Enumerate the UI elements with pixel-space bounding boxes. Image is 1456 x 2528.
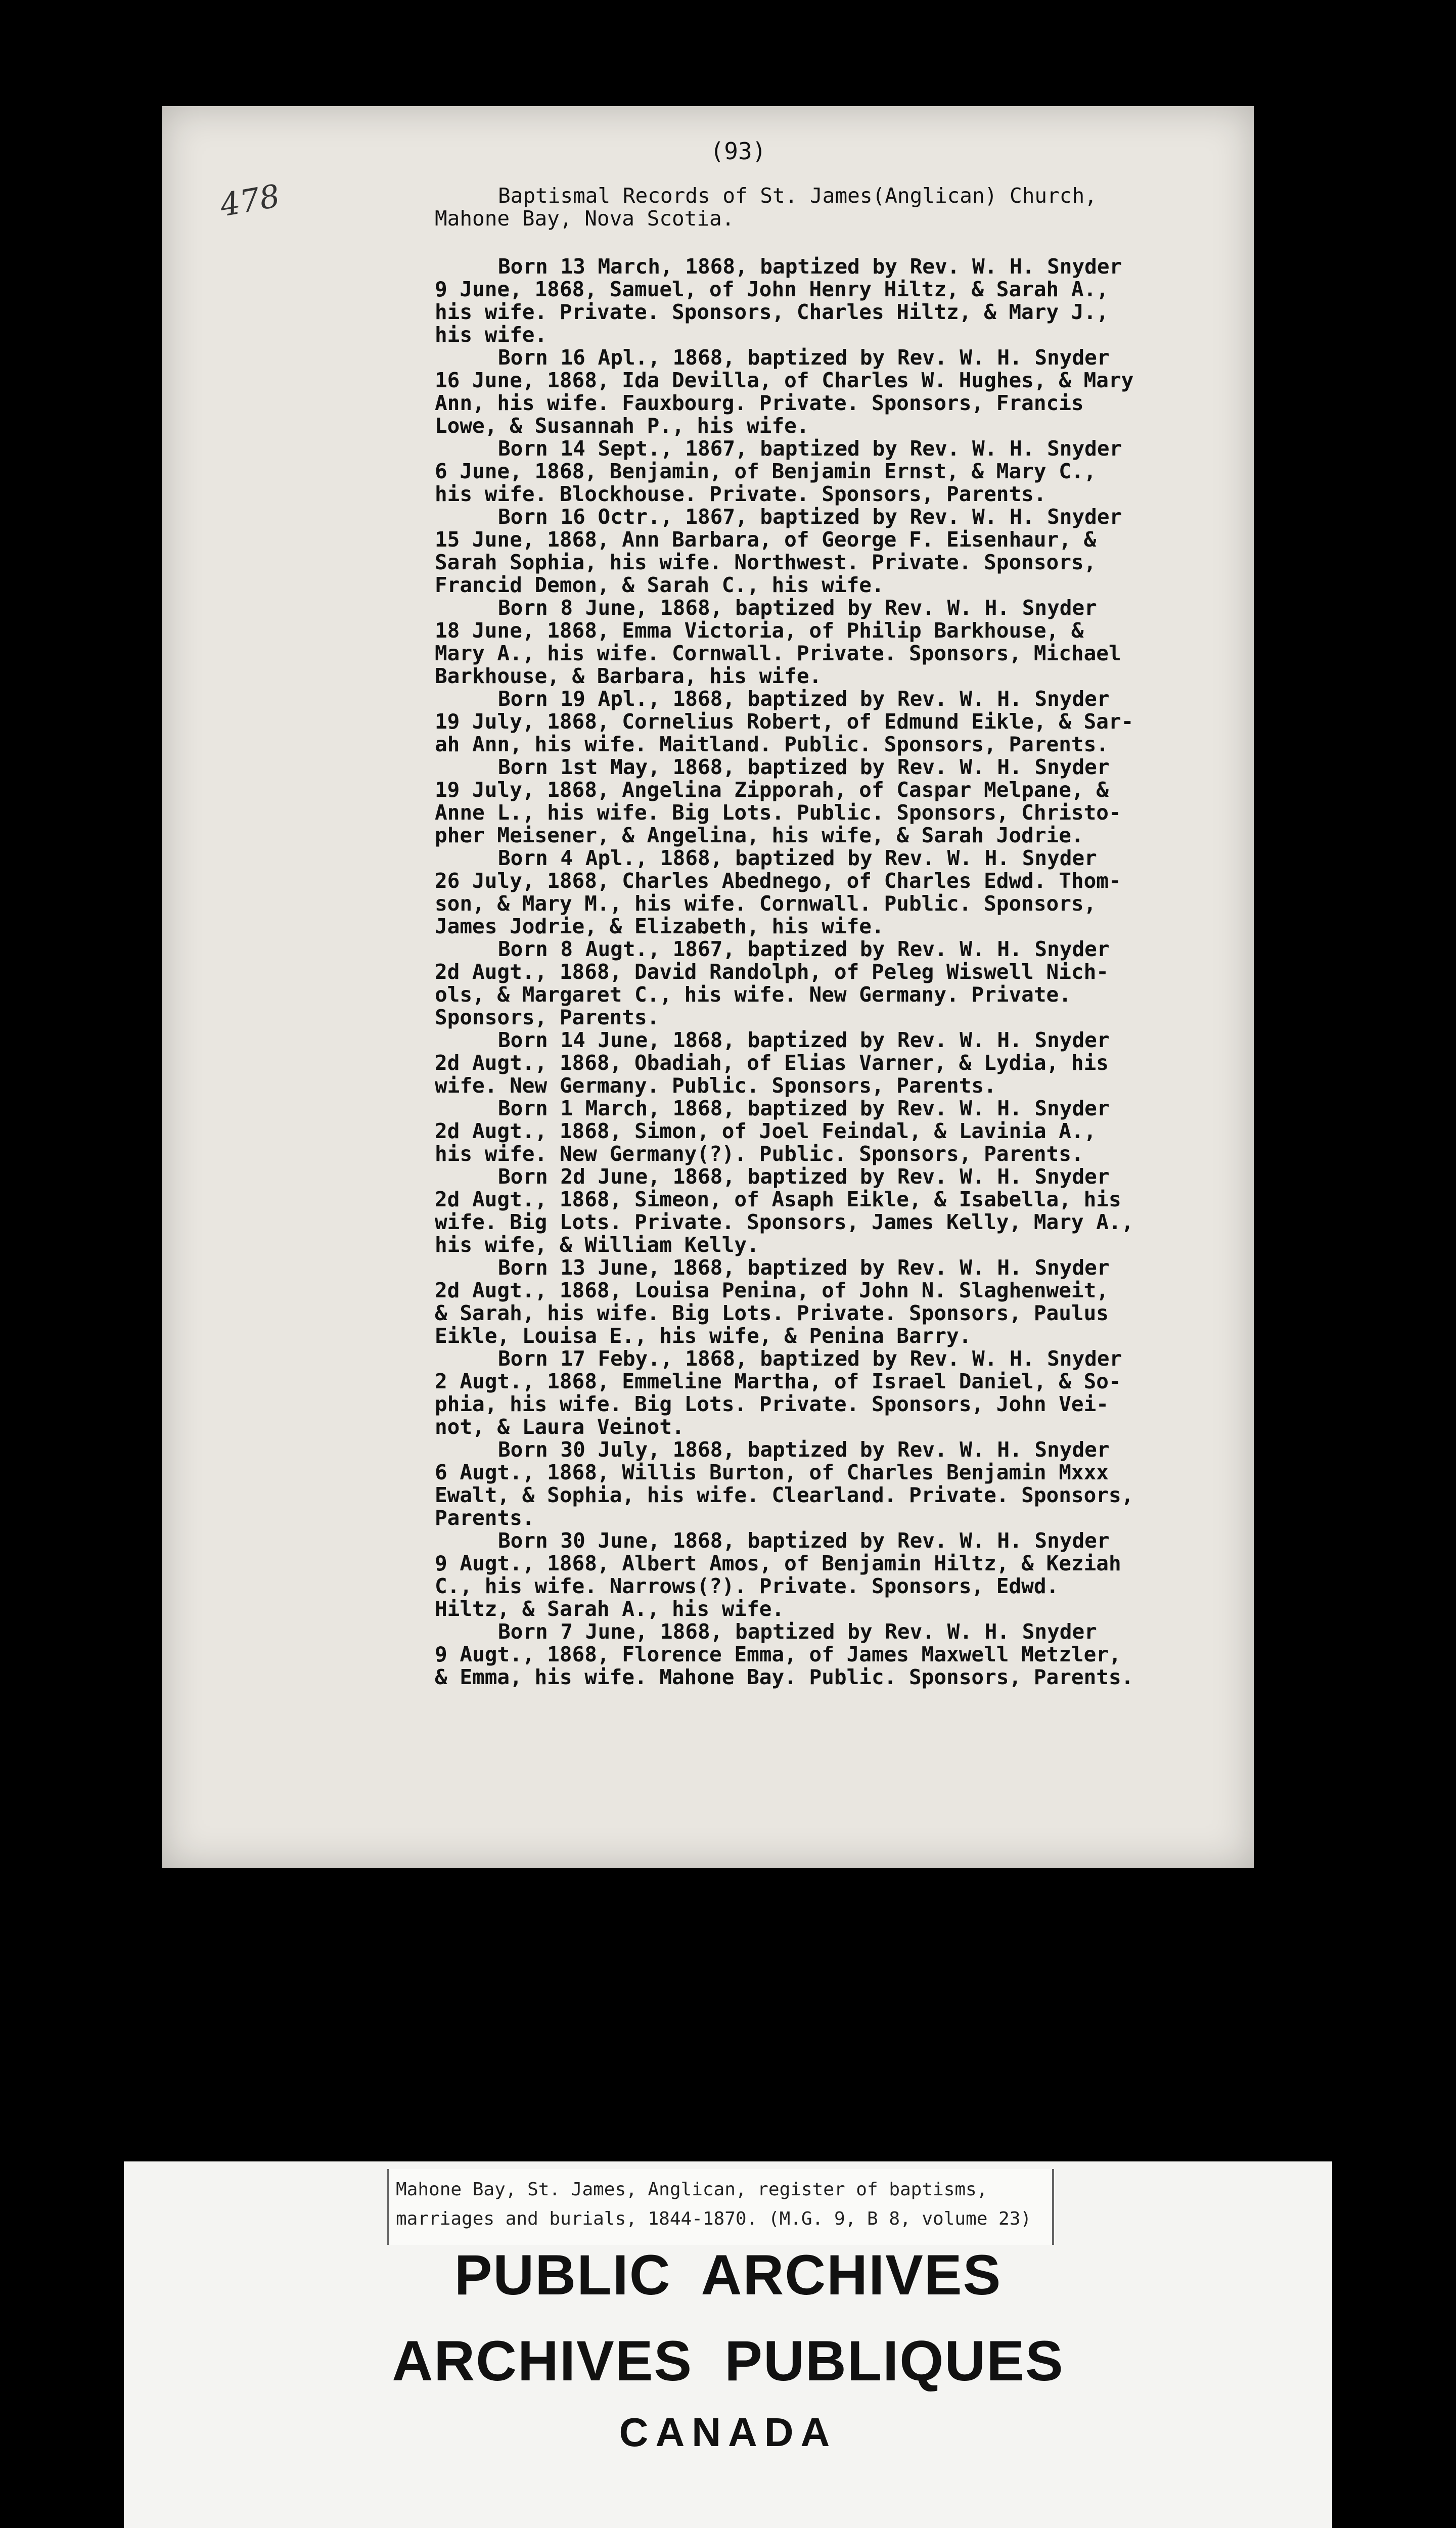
entry-line: 2d Augt., 1868, Simon, of Joel Feindal, & Lavinia A., [435,1119,1097,1143]
entry-line: Parents. [435,1506,535,1530]
catalog-line-1: Mahone Bay, St. James, Anglican, register of baptisms, [396,2179,988,2200]
entry-line: wife. Big Lots. Private. Sponsors, James Kelly, Mary A., [435,1210,1134,1234]
entry-line: Born 2d June, 1868, baptized by Rev. W. H. Snyder [498,1164,1110,1189]
archives-label-card [124,2161,1332,2528]
entry-line: ols, & Margaret C., his wife. New Germany. Private. [435,982,1071,1007]
entry-line: Born 1st May, 1868, baptized by Rev. W. H. Snyder [498,755,1110,779]
entry-line: Born 30 June, 1868, baptized by Rev. W. H. Snyder [498,1528,1110,1553]
entry-line: phia, his wife. Big Lots. Private. Sponsors, John Vei- [435,1392,1109,1416]
entry-line: 19 July, 1868, Angelina Zipporah, of Caspar Melpane, & [435,778,1109,802]
entry-line: Anne L., his wife. Big Lots. Public. Sponsors, Christo- [435,800,1121,825]
entry-line: Born 16 Apl., 1868, baptized by Rev. W. H. Snyder [498,345,1110,370]
entry-line: 18 June, 1868, Emma Victoria, of Philip Barkhouse, & [435,618,1084,643]
entry-line: his wife. Blockhouse. Private. Sponsors, Parents. [435,482,1046,506]
entry-line: Ann, his wife. Fauxbourg. Private. Sponsors, Francis [435,391,1084,415]
entry-line: C., his wife. Narrows(?). Private. Sponsors, Edwd. [435,1574,1059,1598]
archives-country: CANADA [619,2410,837,2455]
entry-line: pher Meisener, & Angelina, his wife, & Sarah Jodrie. [435,823,1084,847]
entry-line: Born 14 Sept., 1867, baptized by Rev. W. H. Snyder [498,436,1122,461]
entry-line: 16 June, 1868, Ida Devilla, of Charles W. Hughes, & Mary [435,368,1134,392]
entry-line: 9 June, 1868, Samuel, of John Henry Hiltz, & Sarah A., [435,277,1109,301]
entry-line: Ewalt, & Sophia, his wife. Clearland. Private. Sponsors, [435,1483,1134,1507]
entry-line: 6 June, 1868, Benjamin, of Benjamin Ernst, & Mary C., [435,459,1097,483]
catalog-reference-strip [387,2169,1054,2245]
entry-line: Mary A., his wife. Cornwall. Private. Sponsors, Michael [435,641,1121,665]
entry-line: wife. New Germany. Public. Sponsors, Parents. [435,1073,996,1098]
entry-line: 15 June, 1868, Ann Barbara, of George F. Eisenhaur, & [435,527,1097,552]
entry-line: 2d Augt., 1868, Obadiah, of Elias Varner, & Lydia, his [435,1051,1109,1075]
entry-line: 9 Augt., 1868, Florence Emma, of James Maxwell Metzler, [435,1642,1121,1666]
entry-line: Born 8 Augt., 1867, baptized by Rev. W. H. Snyder [498,937,1110,961]
entry-line: 2d Augt., 1868, Simeon, of Asaph Eikle, & Isabella, his [435,1187,1121,1211]
entry-line: Francid Demon, & Sarah C., his wife. [435,573,884,597]
entry-line: Sponsors, Parents. [435,1005,660,1029]
entry-line: 2 Augt., 1868, Emmeline Martha, of Israel Daniel, & So- [435,1369,1121,1393]
entry-line: Eikle, Louisa E., his wife, & Penina Barry. [435,1324,972,1348]
entry-line: James Jodrie, & Elizabeth, his wife. [435,914,884,938]
entry-line: Hiltz, & Sarah A., his wife. [435,1597,785,1621]
baptism-entries [435,255,1254,1689]
entry-line: Born 14 June, 1868, baptized by Rev. W. H. Snyder [498,1028,1110,1052]
entry-line: 26 July, 1868, Charles Abednego, of Charles Edwd. Thom- [435,869,1121,893]
entry-line: Sarah Sophia, his wife. Northwest. Private. Sponsors, [435,550,1097,574]
title-line-1: Baptismal Records of St. James(Anglican) Church, [498,184,1097,208]
entry-line: Born 30 July, 1868, baptized by Rev. W. H. Snyder [498,1437,1110,1462]
entry-line: Born 1 March, 1868, baptized by Rev. W. H. Snyder [498,1096,1110,1120]
entry-line: his wife. [435,323,548,347]
archives-title-french: ARCHIVES PUBLIQUES [392,2329,1064,2392]
entry-line: his wife. Private. Sponsors, Charles Hiltz, & Mary J., [435,300,1109,324]
entry-line: Born 4 Apl., 1868, baptized by Rev. W. H. Snyder [498,846,1097,870]
entry-line: & Emma, his wife. Mahone Bay. Public. Sponsors, Parents. [435,1665,1134,1689]
entry-line: 6 Augt., 1868, Willis Burton, of Charles Benjamin Mxxx [435,1460,1109,1484]
entry-line: & Sarah, his wife. Big Lots. Private. Sponsors, Paulus [435,1301,1109,1325]
entry-line: Born 16 Octr., 1867, baptized by Rev. W. H. Snyder [498,505,1122,529]
handwritten-folio-number: 478 [217,177,283,224]
document-page [162,106,1254,1868]
archives-title-english: PUBLIC ARCHIVES [454,2243,1002,2307]
entry-line: Born 8 June, 1868, baptized by Rev. W. H. Snyder [498,596,1097,620]
entry-line: Born 13 March, 1868, baptized by Rev. W. H. Snyder [498,254,1122,279]
entry-line: 2d Augt., 1868, Louisa Penina, of John N. Slaghenweit, [435,1278,1109,1302]
entry-line: Lowe, & Susannah P., his wife. [435,414,809,438]
catalog-line-2: marriages and burials, 1844-1870. (M.G. 9, B 8, volume 23) [396,2208,1032,2229]
entry-line: his wife, & William Kelly. [435,1233,759,1257]
entry-line: Born 17 Feby., 1868, baptized by Rev. W. H. Snyder [498,1346,1122,1371]
entry-line: Barkhouse, & Barbara, his wife. [435,664,822,688]
entry-line: not, & Laura Veinot. [435,1415,685,1439]
entry-line: Born 19 Apl., 1868, baptized by Rev. W. H. Snyder [498,687,1110,711]
document-title [435,185,1254,230]
page-number: (93) [710,138,766,165]
entry-line: son, & Mary M., his wife. Cornwall. Public. Sponsors, [435,891,1097,916]
entry-line: Born 13 June, 1868, baptized by Rev. W. H. Snyder [498,1255,1110,1280]
entry-line: 19 July, 1868, Cornelius Robert, of Edmund Eikle, & Sar- [435,709,1134,734]
entry-line: 2d Augt., 1868, David Randolph, of Peleg Wiswell Nich- [435,960,1109,984]
entry-line: ah Ann, his wife. Maitland. Public. Sponsors, Parents. [435,732,1109,756]
entry-line: 9 Augt., 1868, Albert Amos, of Benjamin Hiltz, & Keziah [435,1551,1121,1575]
entry-line: his wife. New Germany(?). Public. Sponsors, Parents. [435,1142,1084,1166]
title-line-2: Mahone Bay, Nova Scotia. [435,206,735,231]
entry-line: Born 7 June, 1868, baptized by Rev. W. H. Snyder [498,1619,1097,1644]
